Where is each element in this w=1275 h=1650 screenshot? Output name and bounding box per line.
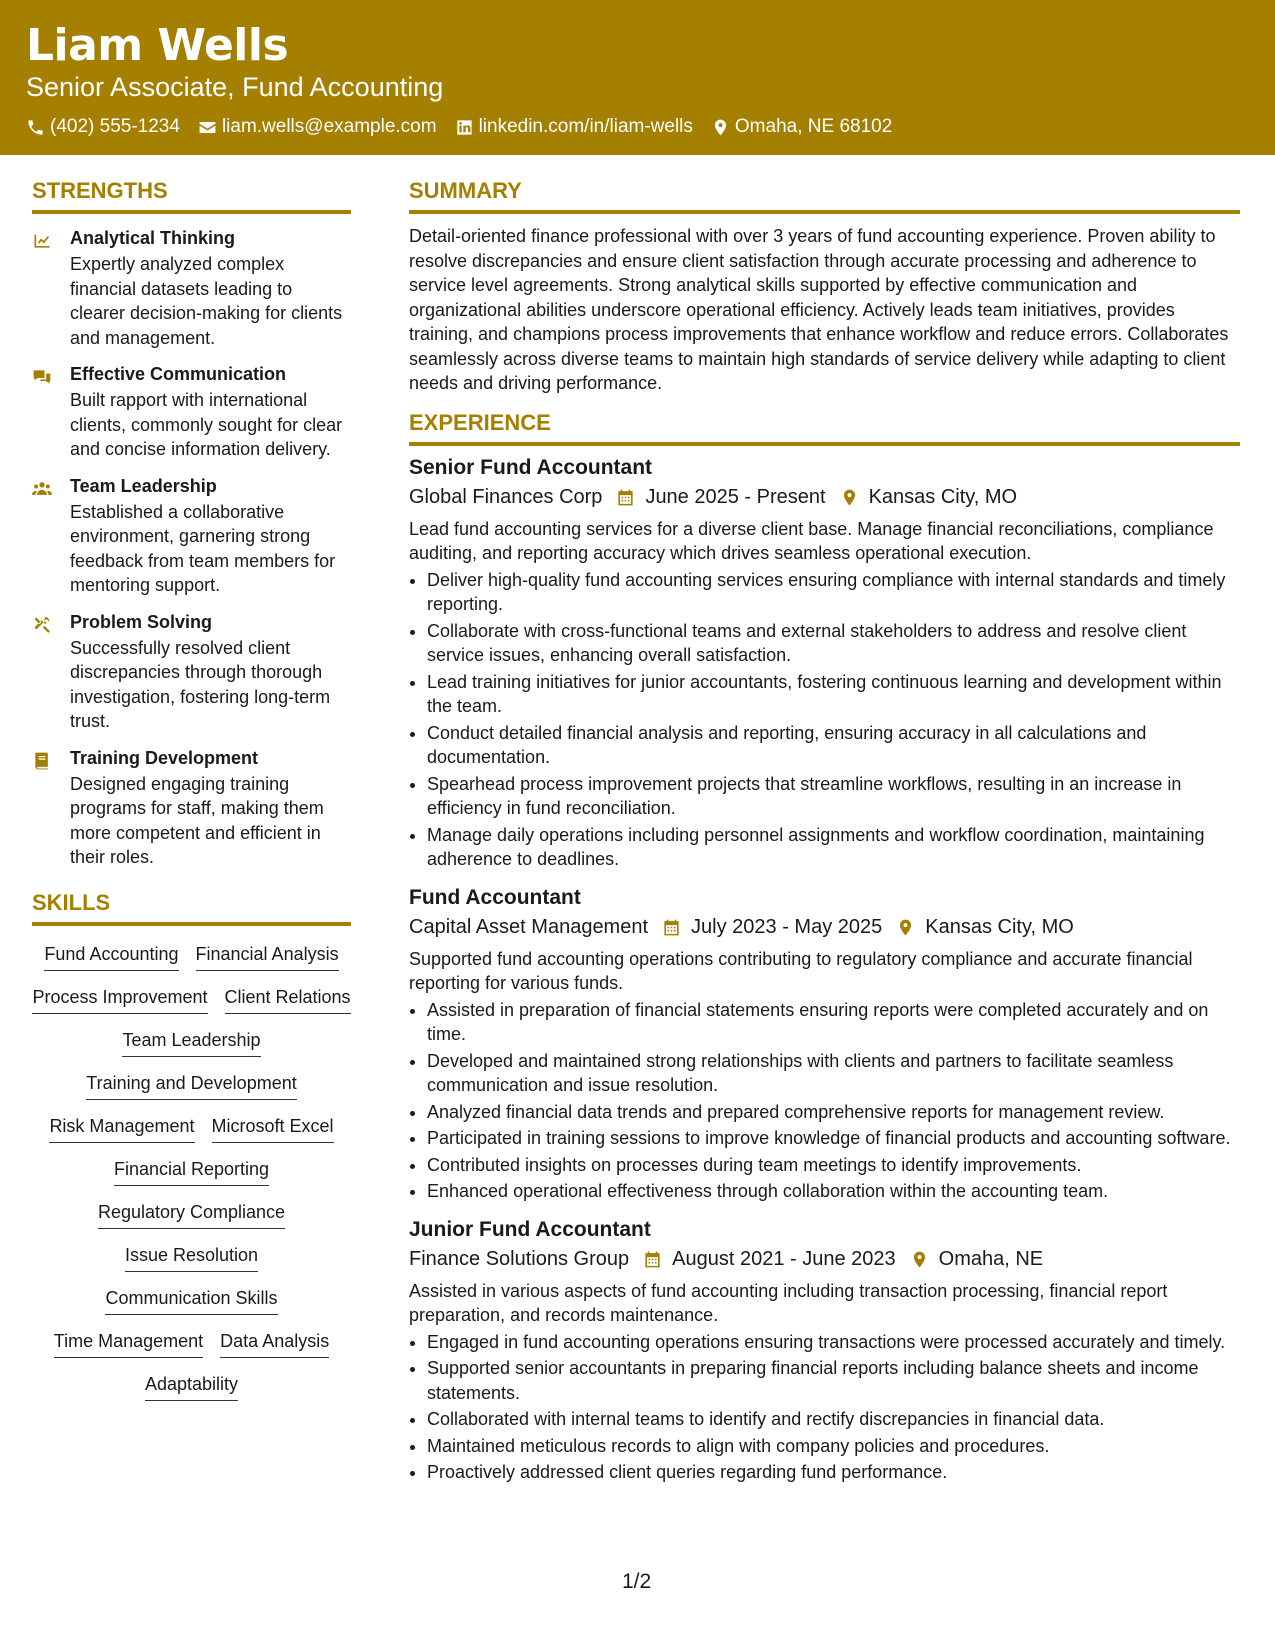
job-location: Kansas City, MO	[868, 485, 1018, 508]
job-company: Capital Asset Management	[409, 915, 649, 938]
contact-email[interactable]	[198, 116, 437, 138]
skill-tag: Training and Development	[86, 1071, 296, 1100]
strength-desc: Expertly analyzed complex financial datasets leading to clearer decision-making for clients and management.	[70, 254, 343, 348]
job-meta	[409, 916, 1240, 939]
contact-phone[interactable]	[26, 116, 180, 138]
job-bullet: • Manage daily operations including personnel assignments and workflow coordination, maintaining adherence to deadlines.	[427, 823, 1240, 872]
job-dates: July 2023 - May 2025	[691, 915, 883, 938]
skill-tag: Communication Skills	[105, 1286, 277, 1315]
strength-item	[32, 476, 351, 598]
skill-tag: Client Relations	[225, 985, 351, 1014]
skill-tag: Adaptability	[145, 1372, 238, 1401]
strength-item	[32, 228, 351, 350]
strength-title: Problem Solving	[70, 611, 213, 632]
skill-tag: Issue Resolution	[125, 1243, 258, 1272]
tools-icon	[32, 615, 52, 635]
map-marker-icon	[711, 118, 730, 137]
job-bullet: • Enhanced operational effectiveness through collaboration within the accounting team.	[427, 1179, 1240, 1204]
map-marker-icon	[910, 1250, 929, 1269]
experience-heading: EXPERIENCE	[409, 410, 1240, 446]
linkedin-icon	[455, 118, 474, 137]
job-bullet: • Proactively addressed client queries regarding fund performance.	[427, 1460, 1240, 1485]
job-bullet: • Lead training initiatives for junior accountants, fostering continuous learning and development within the team.	[427, 670, 1240, 719]
contact-location-text: Omaha, NE 68102	[734, 116, 893, 137]
contact-location	[711, 116, 892, 138]
contact-email-text: liam.wells@example.com	[221, 116, 437, 137]
job-meta	[409, 486, 1240, 509]
job-bullet: • Conduct detailed financial analysis and reporting, ensuring accuracy in all calculations and documentation.	[427, 721, 1240, 770]
job-description: Supported fund accounting operations contributing to regulatory compliance and accurate financial reporting for various funds.	[409, 948, 1193, 993]
candidate-title: Senior Associate, Fund Accounting	[26, 72, 444, 102]
job-bullet: • Collaborate with cross-functional teams and external stakeholders to address and resolve client service issues, enhancing overall satisfaction.	[427, 619, 1240, 668]
book-icon	[32, 751, 52, 771]
map-marker-icon	[896, 918, 915, 937]
strength-title: Analytical Thinking	[70, 228, 236, 248]
strengths-heading: STRENGTHS	[32, 178, 351, 214]
right-column	[409, 178, 1240, 1499]
job-bullets	[409, 998, 1240, 1204]
job-dates: June 2025 - Present	[645, 485, 826, 508]
strengths-list	[32, 224, 351, 870]
job-bullet: • Assisted in preparation of financial statements ensuring reports were completed accurately and on time.	[427, 998, 1240, 1047]
job-description: Lead fund accounting services for a diverse client base. Manage financial reconciliations, compliance auditing, and reporting accuracy which drives seamless operational execution.	[409, 518, 1214, 563]
strength-title: Effective Communication	[70, 364, 287, 384]
job-bullet: • Deliver high-quality fund accounting services ensuring compliance with internal standards and timely reporting.	[427, 568, 1240, 617]
contact-linkedin[interactable]	[455, 116, 693, 138]
skill-tag: Team Leadership	[122, 1028, 260, 1057]
comments-icon	[32, 367, 52, 387]
job-bullet: • Supported senior accountants in preparing financial reports including balance sheets and income statements.	[427, 1356, 1240, 1405]
contact-linkedin-text: linkedin.com/in/liam-wells	[478, 116, 693, 137]
map-marker-icon	[840, 488, 859, 507]
job-bullet: • Collaborated with internal teams to identify and rectify discrepancies in financial data.	[427, 1407, 1240, 1432]
page-number: 1/2	[622, 1570, 652, 1593]
strength-title: Training Development	[70, 747, 259, 768]
users-icon	[32, 479, 52, 499]
skill-tag: Data Analysis	[220, 1329, 329, 1358]
job-entry	[409, 456, 1240, 872]
skill-tag: Regulatory Compliance	[98, 1200, 285, 1229]
skill-tag: Time Management	[54, 1329, 203, 1358]
job-company: Global Finances Corp	[409, 485, 603, 508]
strength-desc: Successfully resolved client discrepancies through thorough investigation, fostering long-term trust.	[70, 637, 331, 731]
job-description: Assisted in various aspects of fund accounting including transaction processing, financial report preparation, and records maintenance.	[409, 1280, 1168, 1325]
skill-tag: Financial Reporting	[114, 1157, 269, 1186]
skill-tag: Process Improvement	[32, 985, 207, 1014]
phone-icon	[26, 118, 45, 137]
skill-tag: Microsoft Excel	[212, 1114, 334, 1143]
calendar-icon	[662, 918, 681, 937]
job-bullets	[409, 1330, 1240, 1485]
summary-heading: SUMMARY	[409, 178, 1240, 214]
skill-tag: Fund Accounting	[44, 942, 178, 971]
envelope-icon	[198, 118, 217, 137]
skill-tag: Financial Analysis	[196, 942, 339, 971]
strength-item	[32, 364, 351, 462]
skills-heading: SKILLS	[32, 890, 351, 926]
strength-desc: Built rapport with international clients, commonly sought for clear and concise information delivery.	[70, 390, 343, 459]
job-location: Omaha, NE	[938, 1247, 1044, 1270]
chart-line-icon	[32, 231, 52, 251]
job-entry	[409, 1218, 1240, 1485]
skills-list	[32, 936, 351, 1401]
calendar-icon	[643, 1250, 662, 1269]
job-company: Finance Solutions Group	[409, 1247, 630, 1270]
job-bullets	[409, 568, 1240, 872]
strength-desc: Designed engaging training programs for staff, making them more competent and efficient in their roles.	[70, 773, 324, 867]
job-title: Senior Fund Accountant	[409, 455, 653, 479]
strength-item	[32, 748, 351, 870]
strength-desc: Established a collaborative environment, garnering strong feedback from team members for mentoring support.	[70, 501, 336, 595]
job-meta	[409, 1248, 1240, 1271]
skill-tag: Risk Management	[49, 1114, 194, 1143]
left-column	[32, 178, 351, 1401]
job-bullet: • Participated in training sessions to improve knowledge of financial products and accounting software.	[427, 1126, 1240, 1151]
job-title: Fund Accountant	[409, 885, 581, 909]
job-bullet: • Maintained meticulous records to align with company policies and procedures.	[427, 1434, 1240, 1459]
resume-header	[0, 0, 1275, 155]
strength-item	[32, 612, 351, 734]
contact-bar	[26, 116, 892, 138]
job-dates: August 2021 - June 2023	[672, 1247, 896, 1270]
summary-text: Detail-oriented finance professional with over 3 years of fund accounting experience. Proven ability to resolve discrepancies and ensure client satisfaction through accurate processing and adherence to service level agreements. Strong analytical skills supported by effective communication and organizational abilities underscore operational efficiency. Actively leads team initiatives, provides training, and champions process improvements that enhance workflow and reduce errors. Collaborates seamlessly across diverse teams to maintain high standards of service delivery while adapting to client needs and driving performance.	[409, 226, 1229, 393]
candidate-name: Liam Wells	[26, 20, 289, 71]
job-bullet: • Contributed insights on processes during team meetings to identify improvements.	[427, 1153, 1240, 1178]
job-title: Junior Fund Accountant	[409, 1217, 651, 1241]
contact-phone-text: (402) 555-1234	[50, 116, 180, 137]
job-bullet: • Engaged in fund accounting operations ensuring transactions were processed accurately and timely.	[427, 1330, 1240, 1355]
calendar-icon	[616, 488, 635, 507]
job-bullet: • Spearhead process improvement projects that streamline workflows, resulting in an increase in efficiency in fund reconciliation.	[427, 772, 1240, 821]
job-entry	[409, 886, 1240, 1204]
job-location: Kansas City, MO	[925, 915, 1074, 938]
job-bullet: • Analyzed financial data trends and prepared comprehensive reports for management review.	[427, 1100, 1240, 1125]
job-bullet: • Developed and maintained strong relationships with clients and partners to facilitate seamless communication and issue resolution.	[427, 1049, 1240, 1098]
strength-title: Team Leadership	[70, 475, 217, 496]
